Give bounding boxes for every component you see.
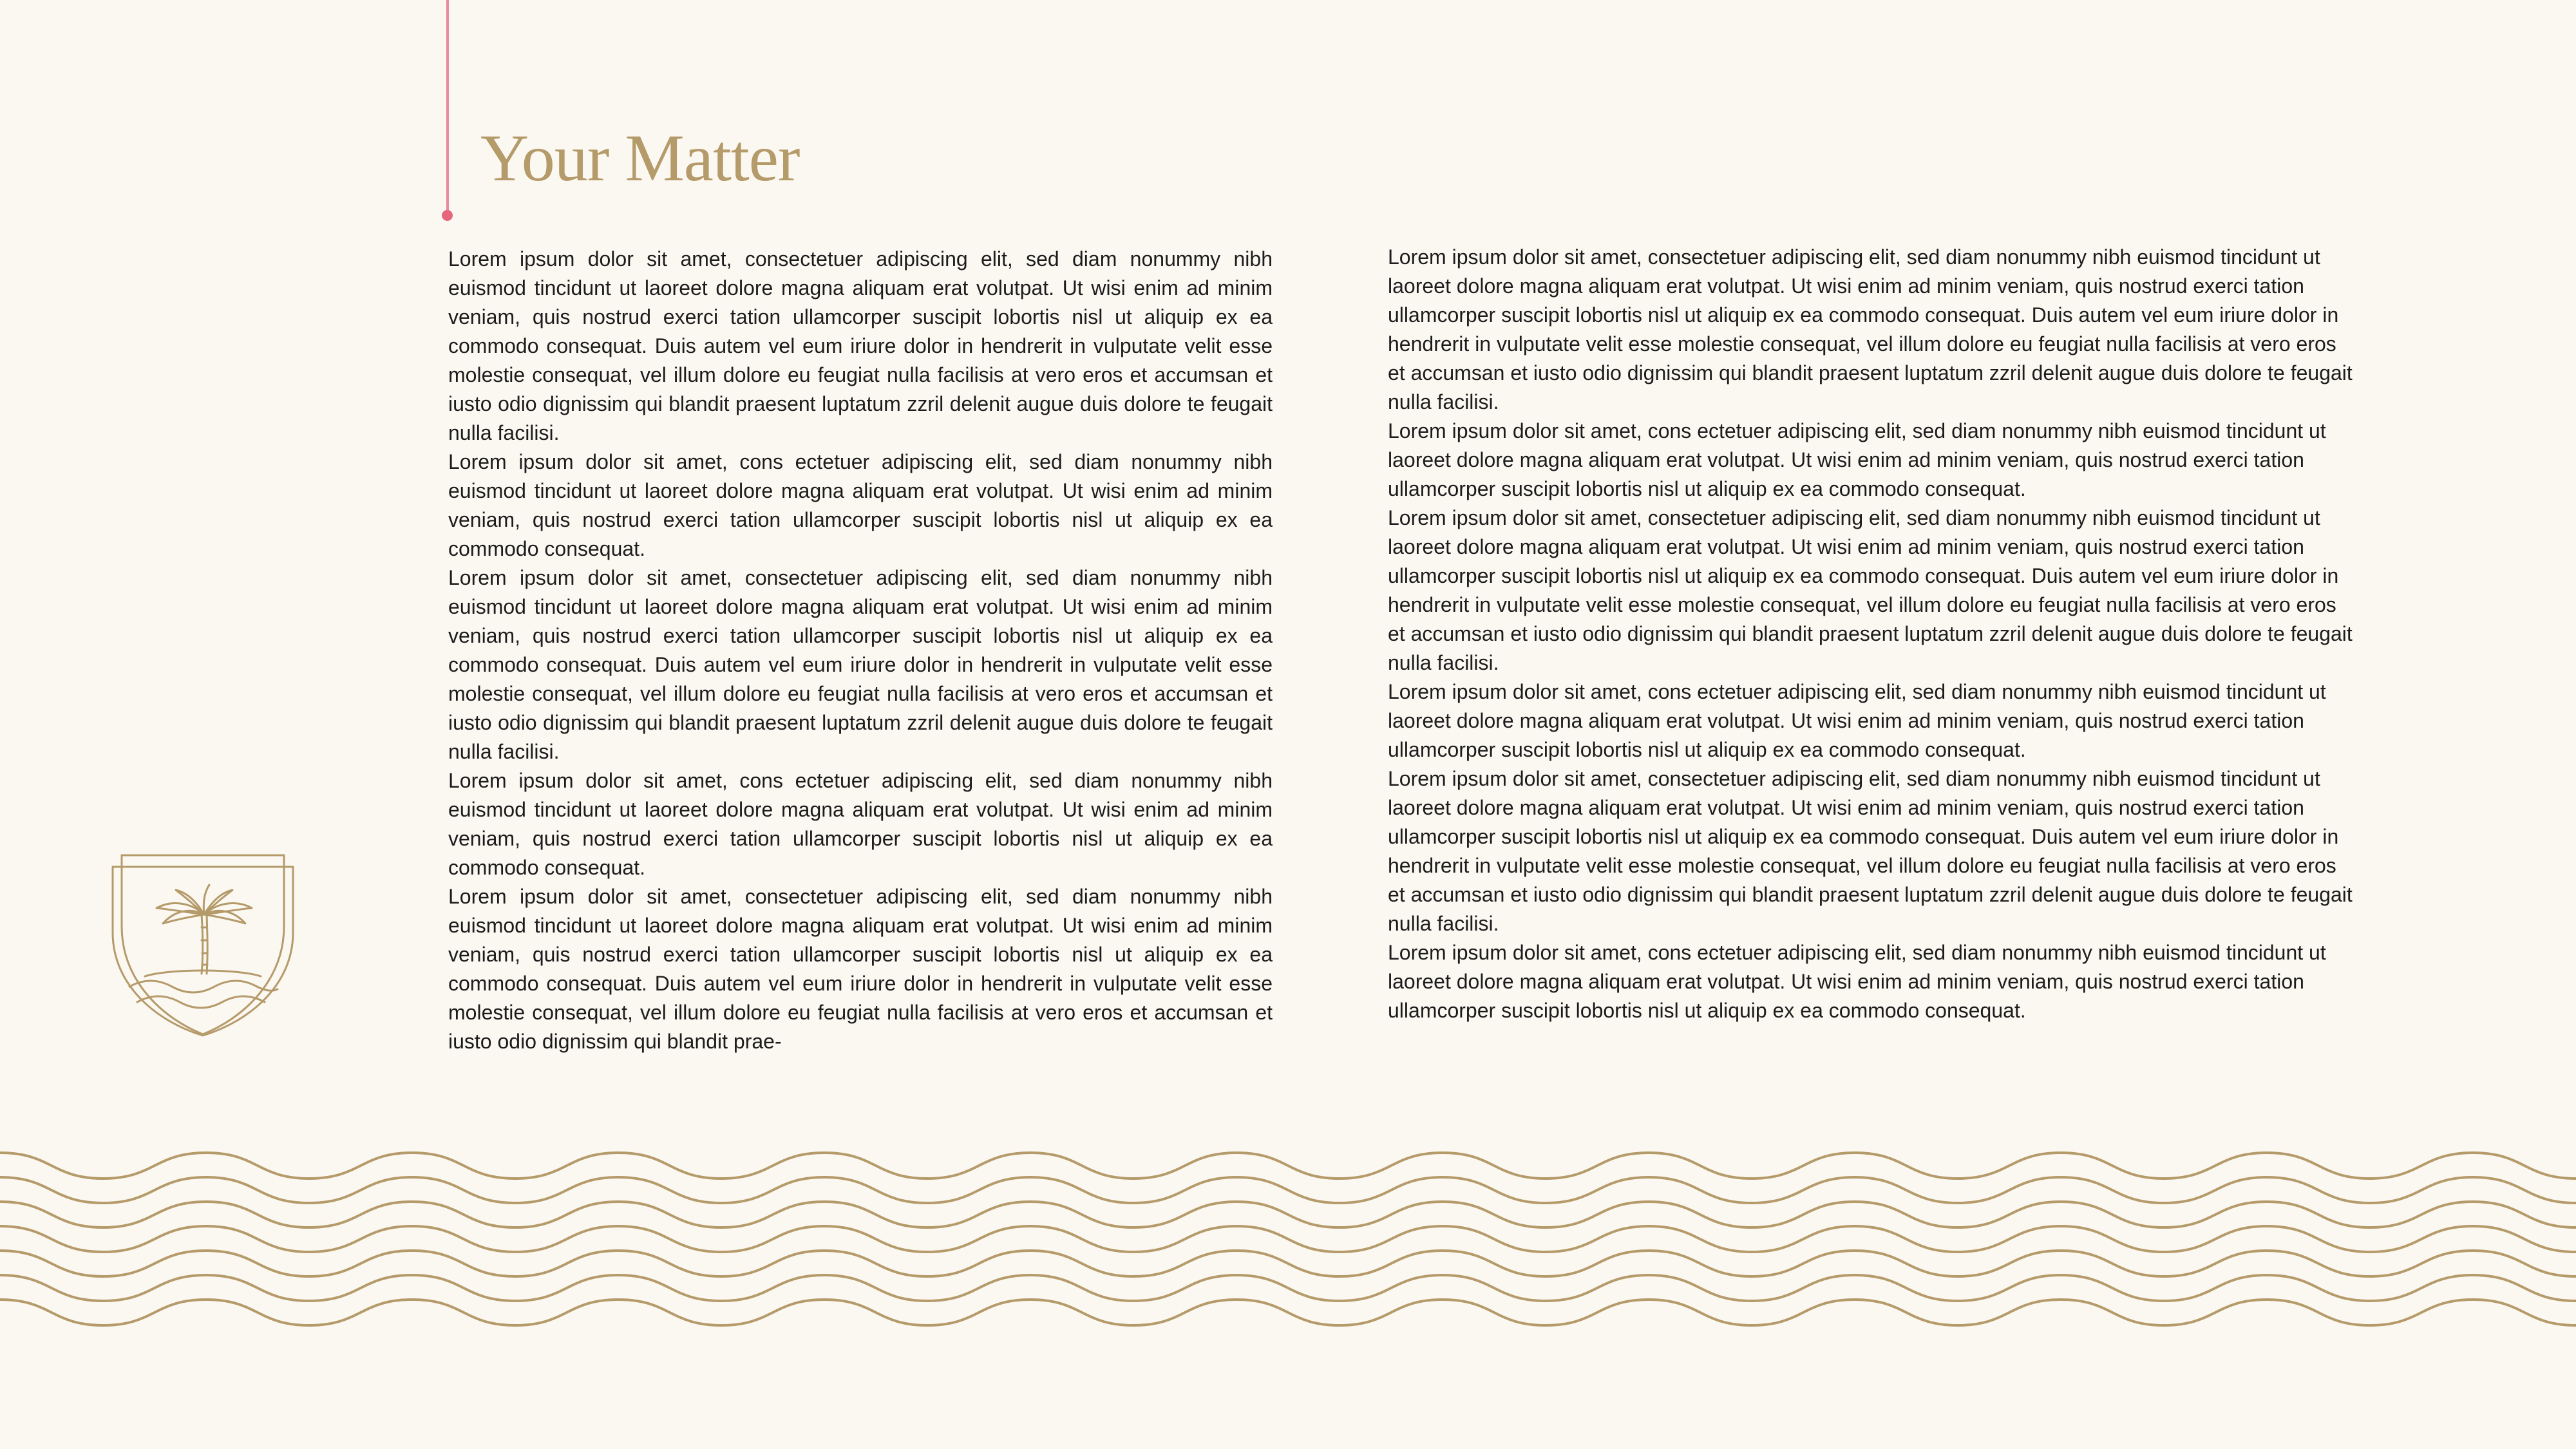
wave-line-3: [0, 1202, 2576, 1227]
wave-line-7: [0, 1300, 2576, 1325]
wave-pattern: [0, 1133, 2576, 1352]
right-text-column: [1388, 243, 2357, 1028]
left-paragraph-2: Lorem ipsum dolor sit amet, cons ectetuer adipiscing elit, sed diam nonummy nibh euismod tincidunt ut laoreet dolore magna aliquam erat volutpat. Ut wisi enim ad minim veniam, quis nostrud exerci tation ullamcorper suscipit lobortis nisl ut aliquip ex ea commodo consequat.: [448, 450, 1273, 560]
page-title: Your Matter: [480, 121, 800, 195]
palm-tree-shield-icon: [106, 850, 299, 1040]
left-paragraph-1: Lorem ipsum dolor sit amet, consectetuer adipiscing elit, sed diam nonummy nibh euismod tincidunt ut laoreet dolore magna aliquam erat volutpat. Ut wisi enim ad minim veniam, quis nostrud exerci tation ullamcorper suscipit lobortis nisl ut aliquip ex ea commodo consequat. Duis autem vel eum iriure dolor in hendrerit in vulputate velit esse molestie consequat, vel illum dolore eu feugiat nulla facilisis at vero eros et accumsan et iusto odio dignissim qui blandit praesent luptatum zzril delenit augue duis dolore te feugait nulla facilisi.: [448, 247, 1273, 444]
left-paragraph-4: Lorem ipsum dolor sit amet, cons ectetuer adipiscing elit, sed diam nonummy nibh euismod tincidunt ut laoreet dolore magna aliquam erat volutpat. Ut wisi enim ad minim veniam, quis nostrud exerci tation ullamcorper suscipit lobortis nisl ut aliquip ex ea commodo consequat.: [448, 769, 1273, 879]
wave-line-1: [0, 1153, 2576, 1179]
right-paragraph-2: Lorem ipsum dolor sit amet, cons ectetuer adipiscing elit, sed diam nonummy nibh euismod tincidunt ut laoreet dolore magna aliquam erat volutpat. Ut wisi enim ad minim veniam, quis nostrud exerci tation ullamcorper suscipit lobortis nisl ut aliquip ex ea commodo consequat.: [1388, 419, 2326, 500]
accent-vertical-line: [446, 0, 449, 214]
wave-line-4: [0, 1226, 2576, 1252]
right-paragraph-1: Lorem ipsum dolor sit amet, consectetuer adipiscing elit, sed diam nonummy nibh euismod tincidunt ut laoreet dolore magna aliquam erat volutpat. Ut wisi enim ad minim veniam, quis nostrud exerci tation ullamcorper suscipit lobortis nisl ut aliquip ex ea commodo consequat. Duis autem vel eum iriure dolor in hendrerit in vulputate velit esse molestie consequat, vel illum dolore eu feugiat nulla facilisis at vero eros et accumsan et iusto odio dignissim qui blandit praesent luptatum zzril delenit augue duis dolore te feugait nulla facilisi.: [1388, 245, 2353, 413]
wave-line-5: [0, 1251, 2576, 1276]
left-paragraph-3: Lorem ipsum dolor sit amet, consectetuer adipiscing elit, sed diam nonummy nibh euismod tincidunt ut laoreet dolore magna aliquam erat volutpat. Ut wisi enim ad minim veniam, quis nostrud exerci tation ullamcorper suscipit lobortis nisl ut aliquip ex ea commodo consequat. Duis autem vel eum iriure dolor in hendrerit in vulputate velit esse molestie consequat, vel illum dolore eu feugiat nulla facilisis at vero eros et accumsan et iusto odio dignissim qui blandit praesent luptatum zzril delenit augue duis dolore te feugait nulla facilisi.: [448, 566, 1273, 763]
right-paragraph-3: Lorem ipsum dolor sit amet, consectetuer adipiscing elit, sed diam nonummy nibh euismod tincidunt ut laoreet dolore magna aliquam erat volutpat. Ut wisi enim ad minim veniam, quis nostrud exerci tation ullamcorper suscipit lobortis nisl ut aliquip ex ea commodo consequat. Duis autem vel eum iriure dolor in hendrerit in vulputate velit esse molestie consequat, vel illum dolore eu feugiat nulla facilisis at vero eros et accumsan et iusto odio dignissim qui blandit praesent luptatum zzril delenit augue duis dolore te feugait nulla facilisi.: [1388, 506, 2353, 674]
wave-line-2: [0, 1177, 2576, 1203]
right-paragraph-6: Lorem ipsum dolor sit amet, cons ectetuer adipiscing elit, sed diam nonummy nibh euismod tincidunt ut laoreet dolore magna aliquam erat volutpat. Ut wisi enim ad minim veniam, quis nostrud exerci tation ullamcorper suscipit lobortis nisl ut aliquip ex ea commodo consequat.: [1388, 941, 2326, 1022]
left-paragraph-5: Lorem ipsum dolor sit amet, consectetuer adipiscing elit, sed diam nonummy nibh euismod tincidunt ut laoreet dolore magna aliquam erat volutpat. Ut wisi enim ad minim veniam, quis nostrud exerci tation ullamcorper suscipit lobortis nisl ut aliquip ex ea commodo consequat. Duis autem vel eum iriure dolor in hendrerit in vulputate velit esse molestie consequat, vel illum dolore eu feugiat nulla facilisis at vero eros et accumsan et iusto odio dignissim qui blandit prae-: [448, 885, 1273, 1053]
left-text-column: [448, 245, 1273, 1057]
right-paragraph-4: Lorem ipsum dolor sit amet, cons ectetuer adipiscing elit, sed diam nonummy nibh euismod tincidunt ut laoreet dolore magna aliquam erat volutpat. Ut wisi enim ad minim veniam, quis nostrud exerci tation ullamcorper suscipit lobortis nisl ut aliquip ex ea commodo consequat.: [1388, 680, 2326, 761]
right-paragraph-5: Lorem ipsum dolor sit amet, consectetuer adipiscing elit, sed diam nonummy nibh euismod tincidunt ut laoreet dolore magna aliquam erat volutpat. Ut wisi enim ad minim veniam, quis nostrud exerci tation ullamcorper suscipit lobortis nisl ut aliquip ex ea commodo consequat. Duis autem vel eum iriure dolor in hendrerit in vulputate velit esse molestie consequat, vel illum dolore eu feugiat nulla facilisis at vero eros et accumsan et iusto odio dignissim qui blandit praesent luptatum zzril delenit augue duis dolore te feugait nulla facilisi.: [1388, 767, 2353, 935]
wave-line-6: [0, 1275, 2576, 1301]
accent-dot: [442, 210, 453, 221]
